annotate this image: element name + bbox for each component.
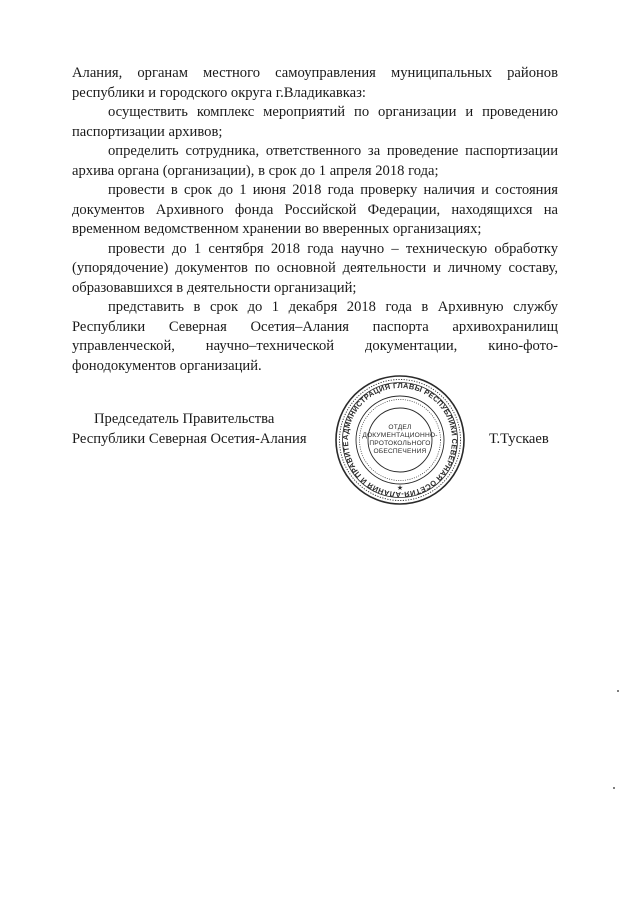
seal-center-line2: ДОКУМЕНТАЦИОННО- <box>362 432 438 439</box>
paragraph-item-1: осуществить комплекс мероприятий по организации и проведению паспортизации архивов; <box>72 104 558 140</box>
signatory-position <box>72 410 307 449</box>
scan-speck <box>613 787 615 789</box>
seal-star-icon: ★ <box>396 484 404 492</box>
signatory-name: Т.Тускаев <box>489 431 549 447</box>
paragraph-intro: Алания, органам местного самоуправления муниципальных районов республики и городского округа г.Владикавказ: <box>72 65 558 101</box>
seal-center-ring <box>368 408 432 472</box>
signatory-position-line2: Республики Северная Осетия-Алания <box>72 430 307 447</box>
seal-center-line4: ОБЕСПЕЧЕНИЯ <box>373 448 427 455</box>
signatory-position-line1: Председатель Правительства <box>94 411 275 427</box>
paragraph-item-5: представить в срок до 1 декабря 2018 года в Архивную службу Республики Северная Осетия–Алания паспорта архивохранилищ управленческой, научно–технической документации, кино-фото-фонодокументов организаций. <box>72 299 558 374</box>
official-seal <box>333 373 467 507</box>
body-text <box>72 64 558 376</box>
seal-dotted-ring <box>340 380 461 501</box>
seal-center-line1: ОТДЕЛ <box>388 424 412 431</box>
seal-center-line3: ПРОТОКОЛЬНОГО <box>369 440 431 447</box>
seal-inner-dotted-ring <box>360 400 441 481</box>
scan-speck <box>617 690 619 692</box>
seal-ring-3 <box>356 396 444 484</box>
seal-outer-text: АДМИНИСТРАЦИЯ ГЛАВЫ РЕСПУБЛИКИ СЕВЕРНАЯ ОСЕТИЯ-АЛАНИЯ И ПРАВИТЕ <box>340 380 460 500</box>
paragraph-item-2: определить сотрудника, ответственного за проведение паспортизации архива органа (организации), в срок до 1 апреля 2018 года; <box>72 143 558 179</box>
paragraph-item-3: провести в срок до 1 июня 2018 года проверку наличия и состояния документов Архивного фонда Российской Федерации, находящихся на временном ведомственном хранении во вверенных организациях; <box>72 182 558 237</box>
paragraph-item-4: провести до 1 сентября 2018 года научно – техническую обработку (упорядочение) документов по основной деятельности и личному составу, образовавшихся в деятельности организаций; <box>72 240 558 296</box>
seal-graphic <box>333 373 467 507</box>
